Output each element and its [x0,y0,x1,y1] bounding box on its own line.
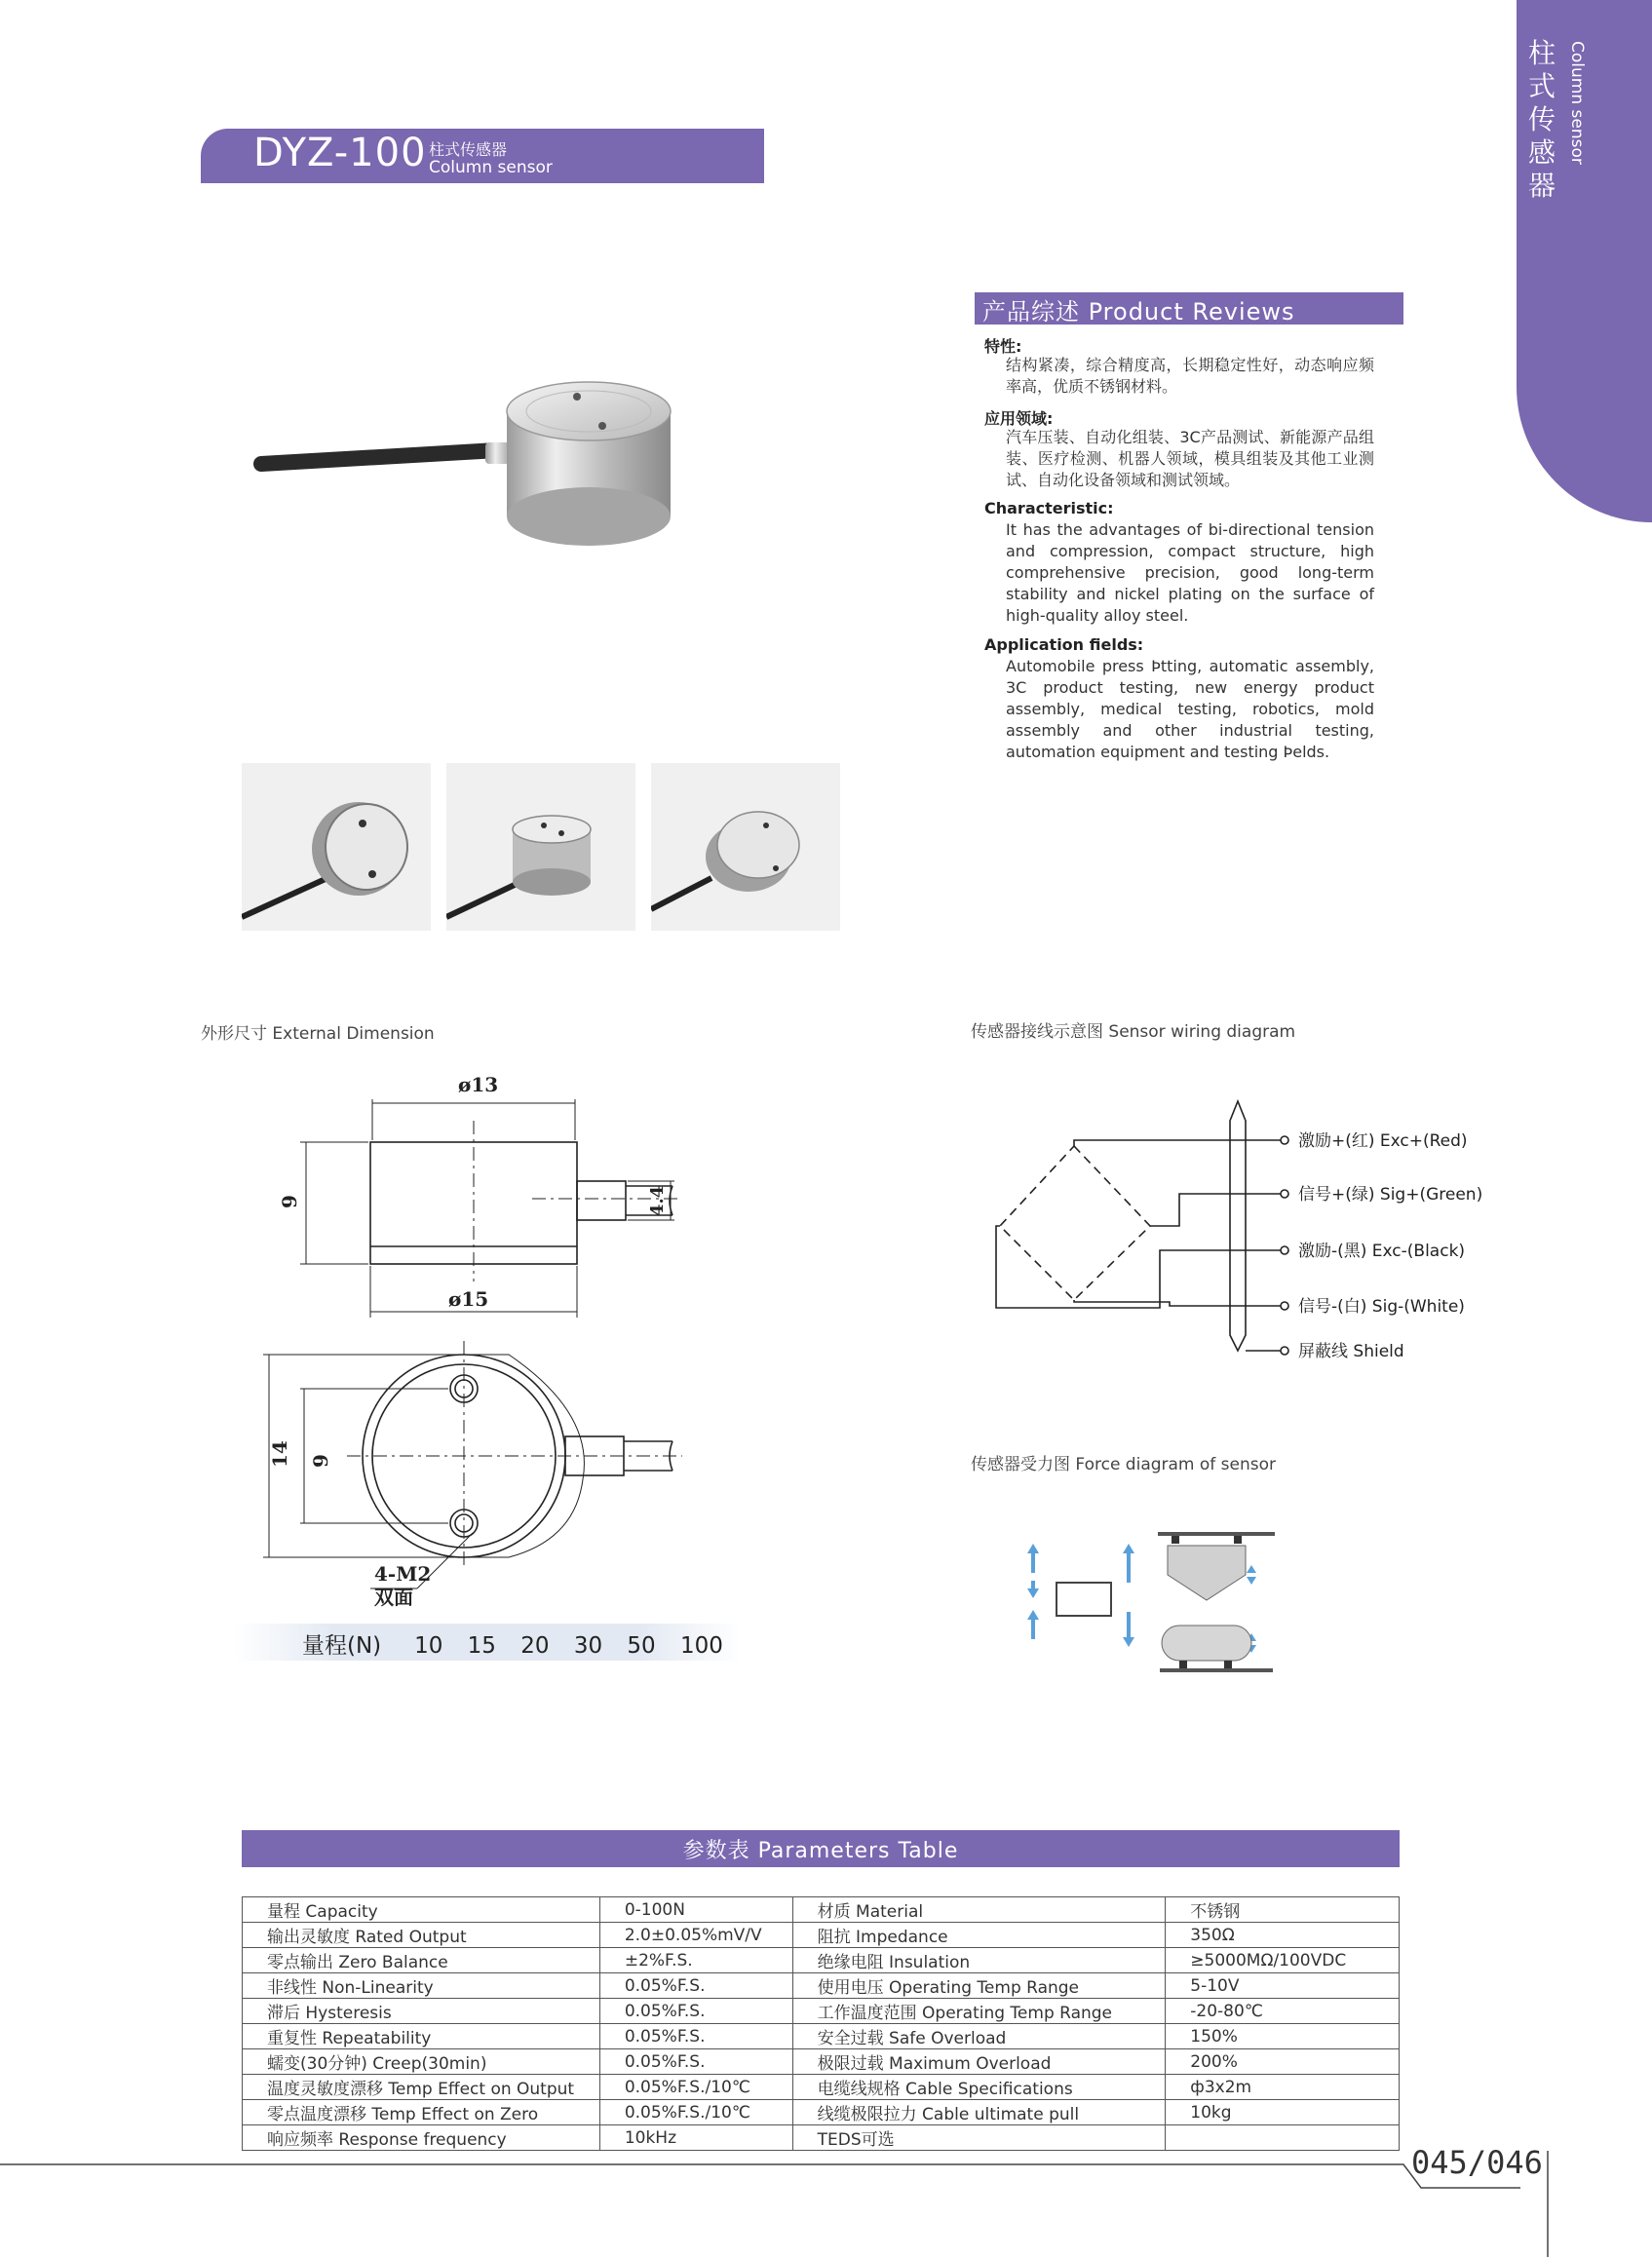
table-cell: 非线性 Non-Linearity [243,1973,600,1999]
product-photo [234,341,702,565]
table-cell: 零点输出 Zero Balance [243,1948,600,1973]
table-cell: 响应频率 Response frequency [243,2125,600,2151]
dim-overall: 14 [268,1440,291,1468]
table-cell: 200% [1166,2049,1400,2075]
table-cell: 5-10V [1166,1973,1400,1999]
table-cell: 滞后 Hysteresis [243,1999,600,2024]
table-row [243,2024,1400,2049]
table-cell: ф3x2m [1166,2075,1400,2100]
params-table [242,1896,1400,2151]
application-text-cn: 汽车压装、自动化组装、3C产品测试、新能源产品组装、医疗检测、机器人领域，模具组装及其他工业测试、自动化设备领域和测试领域。 [1006,428,1374,489]
dim-bottom: ø15 [448,1287,489,1311]
table-cell: 线缆极限拉力 Cable ultimate pull [792,2100,1166,2125]
hole-note: 4-M2 [374,1562,432,1586]
product-name-en: Column sensor [429,158,553,177]
side-category-en: Column sensor [1567,41,1587,165]
table-row [243,2049,1400,2075]
table-cell: 材质 Material [792,1897,1166,1923]
table-cell: 10kg [1166,2100,1400,2125]
side-category-cn: 柱式传感器 [1528,37,1556,202]
table-cell: ≥5000MΩ/100VDC [1166,1948,1400,1973]
table-cell: 使用电压 Operating Temp Range [792,1973,1166,1999]
range-label: 量程(N) [302,1633,382,1659]
wire-sig-minus: 信号-(白) Sig-(White) [1298,1297,1465,1317]
table-cell: 工作温度范围 Operating Temp Range [792,1999,1166,2024]
external-dimension-label: 外形尺寸 External Dimension [201,1024,435,1044]
params-title: 参数表 Parameters Table [682,1839,959,1863]
table-row [243,1897,1400,1923]
product-name-cn: 柱式传感器 [429,140,508,159]
table-row [243,1948,1400,1973]
range-list: 10 15 20 30 50 100 [414,1633,723,1659]
wire-exc-plus: 激励+(红) Exc+(Red) [1298,1131,1468,1151]
hole-note-double-side: 双面 [374,1586,413,1609]
table-cell: 绝缘电阻 Insulation [792,1948,1166,1973]
table-cell: TEDS可选 [792,2125,1166,2151]
dim-cable: 4.4 [647,1185,668,1216]
table-cell: 350Ω [1166,1923,1400,1948]
footer-rule [0,2149,1652,2257]
table-cell: 0-100N [599,1897,792,1923]
table-cell: 10kHz [599,2125,792,2151]
table-cell: 2.0±0.05%mV/V [599,1923,792,1948]
table-cell: 重复性 Repeatability [243,2024,600,2049]
product-thumbnail [242,763,431,931]
table-row [243,2075,1400,2100]
table-cell: 阻抗 Impedance [792,1923,1166,1948]
table-cell: 零点温度漂移 Temp Effect on Zero [243,2100,600,2125]
table-cell: 输出灵敏度 Rated Output [243,1923,600,1948]
reviews-title: 产品综述 Product Reviews [982,298,1295,325]
application-label-cn: 应用领域: [984,409,1054,428]
table-cell: 0.05%F.S. [599,1999,792,2024]
application-text-en: Automobile press Þtting, automatic assembly, 3C product testing, new energy product assembly, medical testing, robotics, mold assembly and other industrial testing, automation equipment and testing Þelds. [1006,657,1374,761]
wire-sig-plus: 信号+(绿) Sig+(Green) [1298,1185,1483,1205]
table-cell: 0.05%F.S. [599,2024,792,2049]
wire-exc-minus: 激励-(黑) Exc-(Black) [1298,1242,1466,1261]
features-label: 特性: [984,337,1022,356]
table-row [243,1923,1400,1948]
force-diagram [1014,1520,1296,1676]
force-diagram-label: 传感器受力图 Force diagram of sensor [971,1455,1277,1474]
table-cell: 量程 Capacity [243,1897,600,1923]
table-cell: 温度灵敏度漂移 Temp Effect on Output [243,2075,600,2100]
table-cell: 电缆线规格 Cable Specifications [792,2075,1166,2100]
dim-height: 9 [278,1195,301,1208]
characteristic-label: Characteristic: [984,499,1114,517]
table-row [243,2100,1400,2125]
table-cell: 0.05%F.S. [599,1973,792,1999]
table-row [243,1973,1400,1999]
characteristic-text: It has the advantages of bi-directional tension and compression, compact structure, high comprehensive precision, good long-term stability and nickel plating on the surface of high-quality alloy steel. [1006,520,1374,625]
table-row [243,1999,1400,2024]
wiring-diagram-label: 传感器接线示意图 Sensor wiring diagram [971,1022,1296,1042]
table-cell [1166,2125,1400,2151]
table-cell: 蠕变(30分钟) Creep(30min) [243,2049,600,2075]
features-text: 结构紧凑，综合精度高，长期稳定性好，动态响应频率高，优质不锈钢材料。 [1006,356,1374,396]
table-cell: 安全过载 Safe Overload [792,2024,1166,2049]
product-model: DYZ-100 [253,131,427,175]
page-number: 045/046 [1411,2144,1543,2181]
external-dimension-drawing [253,1062,702,1627]
table-cell: 0.05%F.S./10℃ [599,2100,792,2125]
table-cell: 极限过载 Maximum Overload [792,2049,1166,2075]
table-cell: -20-80℃ [1166,1999,1400,2024]
wire-shield: 屏蔽线 Shield [1298,1342,1404,1361]
table-row [243,2125,1400,2151]
product-thumbnail [446,763,635,931]
table-cell: 0.05%F.S./10℃ [599,2075,792,2100]
application-label-en: Application fields: [984,635,1144,654]
table-cell: 0.05%F.S. [599,2049,792,2075]
range-values [302,1627,723,1660]
dim-holes: 9 [309,1454,332,1468]
table-cell: 不锈钢 [1166,1897,1400,1923]
dim-top: ø13 [458,1073,499,1096]
wiring-diagram [975,1082,1520,1364]
table-cell: ±2%F.S. [599,1948,792,1973]
product-thumbnail [651,763,840,931]
table-cell: 150% [1166,2024,1400,2049]
